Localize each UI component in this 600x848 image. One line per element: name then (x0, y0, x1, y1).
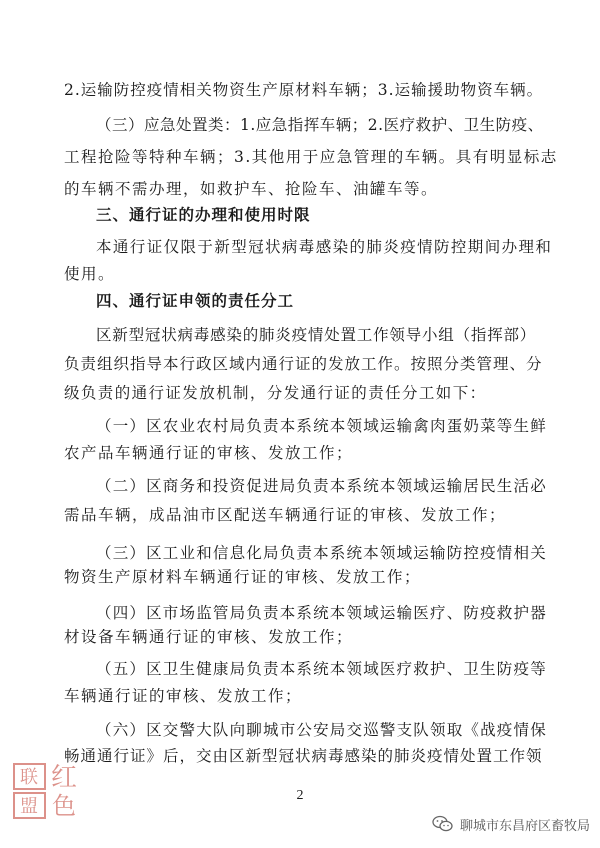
body-line: 的车辆不需办理，如救护车、抢险车、油罐车等。 (64, 180, 439, 198)
watermark-text: 聊城市东昌府区畜牧局 (459, 818, 590, 834)
body-line: （三）区工业和信息化局负责本系统本领域运输防控疫情相关 (96, 544, 547, 562)
svg-text:盟: 盟 (20, 796, 38, 817)
account-watermark (432, 812, 590, 836)
body-line: （三）应急处置类：1.应急指挥车辆；2.医疗救护、卫生防疫、 (96, 116, 544, 134)
svg-text:红: 红 (50, 763, 78, 793)
body-line: （一）区农业农村局负责本系统本领域运输禽肉蛋奶菜等生鲜 (96, 417, 547, 435)
body-line: 工程抢险等特种车辆；3.其他用于应急管理的车辆。具有明显标志 (64, 148, 558, 166)
seal-stamp (12, 762, 84, 820)
body-line: 畅通通行证》后，交由区新型冠状病毒感染的肺炎疫情处置工作领 (64, 747, 543, 765)
body-line: 区新型冠状病毒感染的肺炎疫情处置工作领导小组（指挥部） (96, 326, 537, 344)
svg-text:联: 联 (20, 767, 38, 788)
body-line: （二）区商务和投资促进局负责本系统本领域运输居民生活必 (96, 477, 547, 495)
svg-text:色: 色 (52, 792, 76, 820)
body-line: （六）区交警大队向聊城市公安局交巡警支队领取《战疫情保 (96, 721, 547, 739)
section-heading: 三、通行证的办理和使用时限 (96, 206, 311, 224)
body-line: 使用。 (64, 265, 116, 283)
body-line: 级负责的通行证发放机制，分发通行证的责任分工如下： (64, 384, 487, 402)
body-line: 2.运输防控疫情相关物资生产原材料车辆；3.运输援助物资车辆。 (64, 81, 544, 99)
section-heading: 四、通行证申领的责任分工 (96, 292, 295, 310)
body-line: （四）区市场监管局负责本系统本领域运输医疗、防疫救护器 (96, 604, 547, 622)
body-line: （五）区卫生健康局负责本系统本领域医疗救护、卫生防疫等 (96, 660, 547, 678)
body-line: 本通行证仅限于新型冠状病毒感染的肺炎疫情防控期间办理和 (96, 238, 553, 256)
body-line: 农产品车辆通行证的审核、发放工作； (64, 444, 354, 462)
wechat-icon (432, 815, 454, 833)
body-line: 物资生产原材料车辆通行证的审核、发放工作； (64, 568, 422, 586)
body-line: 材设备车辆通行证的审核、发放工作； (64, 628, 354, 646)
body-line: 车辆通行证的审核、发放工作； (64, 687, 303, 705)
body-line: 需品车辆，成品油市区配送车辆通行证的审核、发放工作； (64, 506, 507, 524)
body-line: 负责组织指导本行政区域内通行证的发放工作。按照分类管理、分 (64, 355, 543, 373)
page-number: 2 (296, 788, 304, 803)
